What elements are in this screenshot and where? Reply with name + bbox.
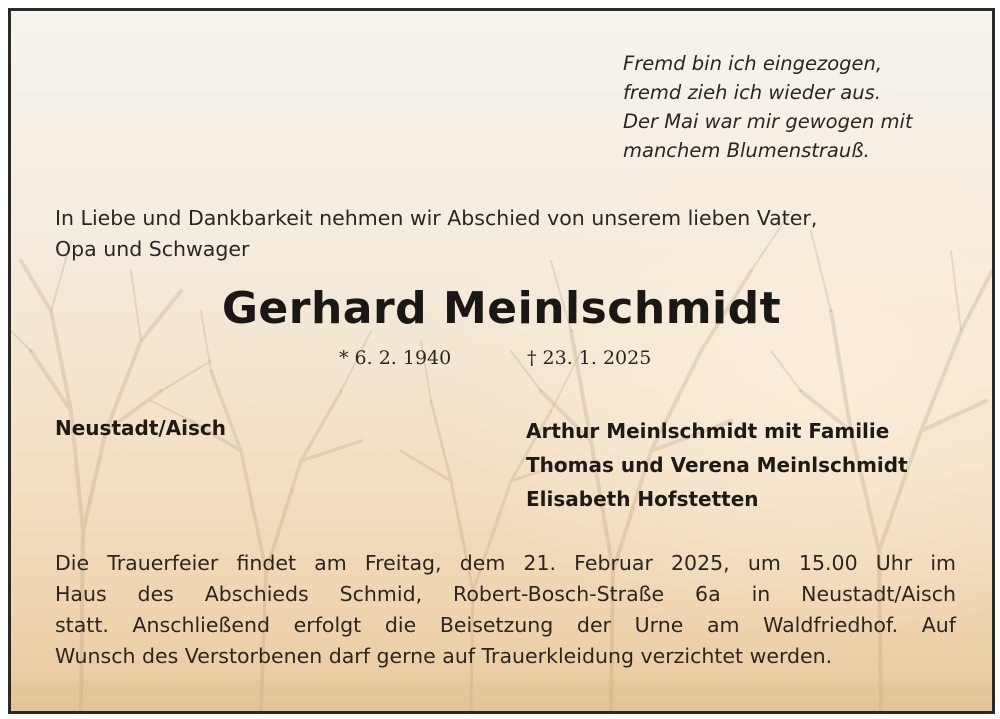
notice-line: statt. Anschließend erfolgt die Beisetzung der Urne am Waldfriedhof. Auf [55,613,956,637]
poem-line: Fremd bin ich eingezogen, [623,52,883,75]
intro-line: In Liebe und Dankbarkeit nehmen wir Abschied von unserem lieben Vater, [55,206,818,230]
poem-line: fremd zieh ich wieder aus. [623,81,881,104]
poem-line: Der Mai war mir gewogen mit [623,110,913,133]
intro-line: Opa und Schwager [55,237,250,261]
poem-verse [623,49,913,165]
mourner-name: Arthur Meinlschmidt mit Familie [526,419,890,443]
place-of-residence: Neustadt/Aisch [55,416,227,440]
notice-line: Haus des Abschieds Schmid, Robert-Bosch-Straße 6a in Neustadt/Aisch [55,582,956,606]
funeral-notice [55,548,956,672]
deceased-name: Gerhard Meinlschmidt [221,283,782,334]
notice-line: Die Trauerfeier findet am Freitag, dem 21. Februar 2025, um 15.00 Uhr im [55,551,956,575]
death-date: † 23. 1. 2025 [527,347,652,369]
farewell-intro [55,203,955,265]
notice-line: Wunsch des Verstorbenen darf gerne auf Trauerkleidung verzichtet werden. [55,644,833,668]
birth-date: * 6. 2. 1940 [339,347,452,369]
poem-line: manchem Blumenstrauß. [623,139,870,162]
mourners-list [526,414,908,516]
mourner-name: Elisabeth Hofstetten [526,487,759,511]
obituary-card [8,8,995,714]
mourner-name: Thomas und Verena Meinlschmidt [526,453,908,477]
